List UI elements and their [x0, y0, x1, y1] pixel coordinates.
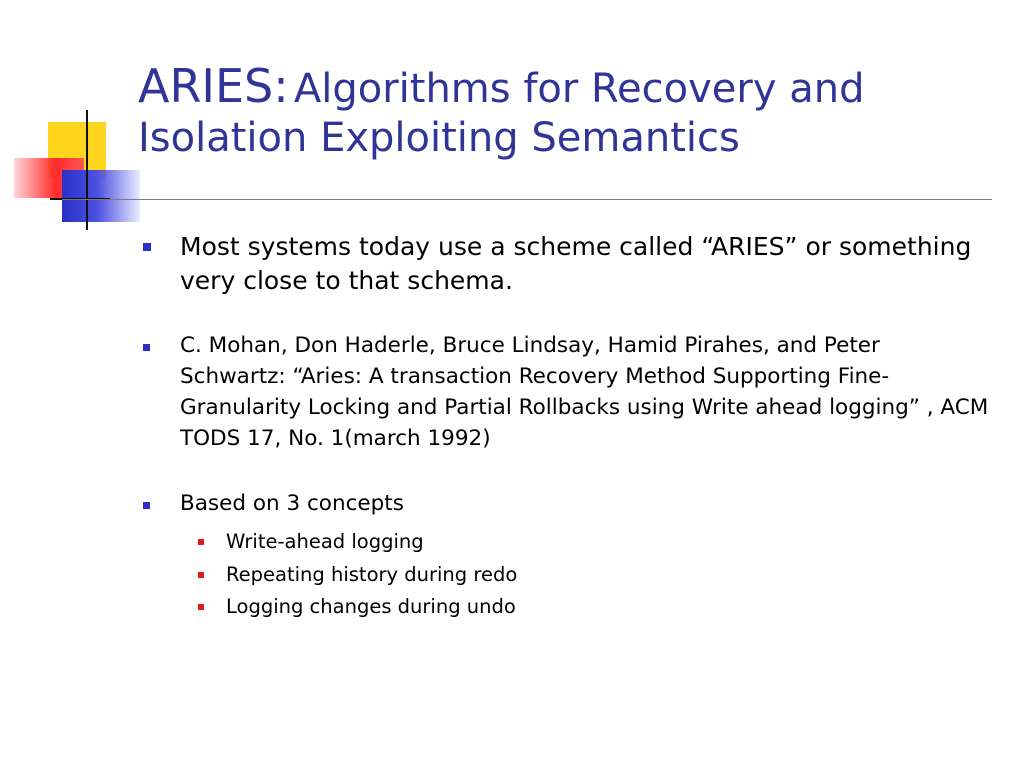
sub-bullet-text: Logging changes during undo [226, 595, 516, 619]
logo-vertical-line [86, 110, 88, 230]
square-bullet-icon [143, 344, 150, 351]
sub-bullet-item [142, 591, 992, 624]
square-bullet-icon [143, 243, 151, 251]
logo-blue-square [62, 170, 140, 222]
bullet-text: Most systems today use a scheme called “ARIES” or something very close to that schema. [180, 232, 972, 295]
square-bullet-icon [143, 502, 150, 509]
bullet-item [142, 331, 992, 455]
slide-title [138, 58, 998, 163]
sub-bullet-item [142, 526, 992, 559]
sub-bullet-list [142, 526, 992, 624]
title-main: ARIES: [138, 59, 289, 113]
small-square-bullet-icon [198, 539, 204, 545]
sub-bullet-item [142, 559, 992, 592]
slide-logo-icon [0, 0, 150, 240]
sub-bullet-text: Write-ahead logging [226, 529, 424, 553]
small-square-bullet-icon [198, 572, 204, 578]
sub-bullet-text: Repeating history during redo [226, 562, 518, 586]
title-subtitle: Algorithms for Recovery and Isolation Exploiting Semantics [138, 66, 865, 162]
title-divider [62, 199, 992, 200]
bullet-text: Based on 3 concepts [180, 490, 404, 516]
bullet-item [142, 230, 992, 297]
slide-body [142, 230, 992, 624]
bullet-text: C. Mohan, Don Haderle, Bruce Lindsay, Hamid Pirahes, and Peter Schwartz: “Aries: A transaction Recovery Method Supporting Fine-Granularity Locking and Partial Rollbacks using Write ahead logging” , ACM TODS 17, No. 1(march 1992) [180, 333, 989, 451]
small-square-bullet-icon [198, 604, 204, 610]
bullet-item [142, 489, 992, 520]
